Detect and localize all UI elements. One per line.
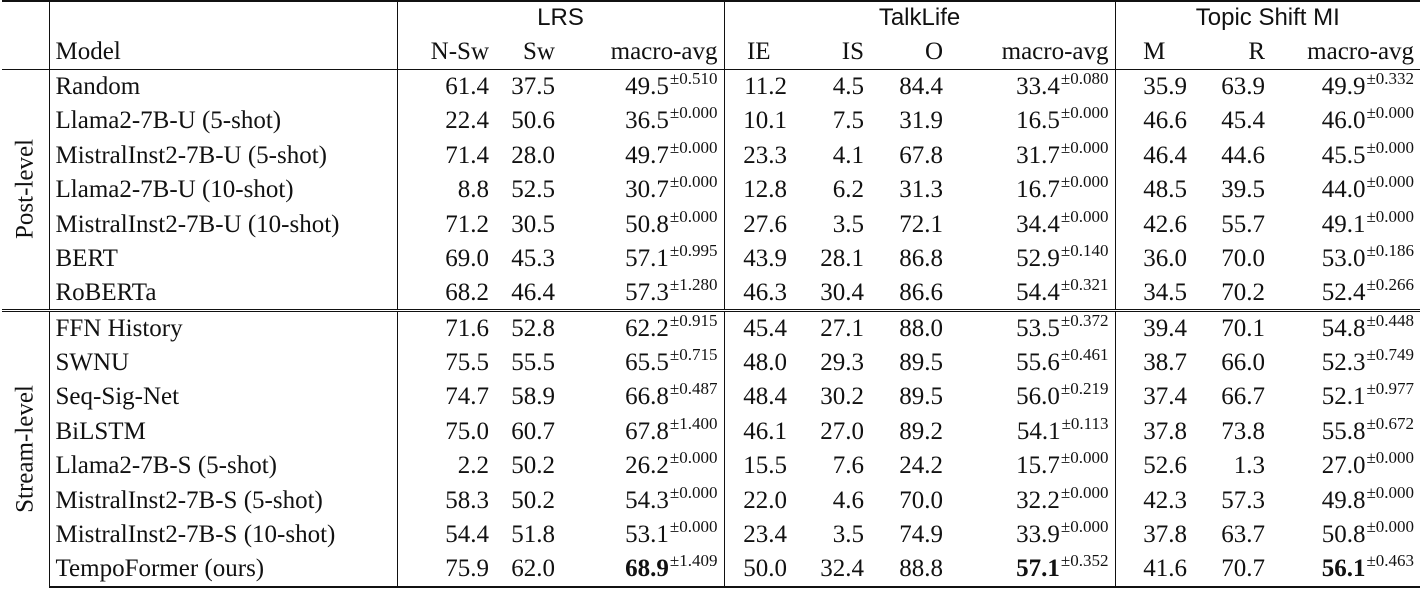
data-cell: 30.2	[820, 383, 865, 411]
macro-avg-value: 46.0	[1321, 107, 1366, 135]
data-cell: 41.6	[1115, 552, 1193, 587]
data-cell: 37.4	[1143, 383, 1188, 411]
macro-avg-value: 53.1	[625, 521, 669, 549]
data-cell: 70.0	[1221, 245, 1266, 273]
macro-avg-value: 33.4	[1016, 73, 1060, 100]
data-cell: 84.4	[899, 73, 944, 100]
macro-avg-value: 54.8	[1321, 315, 1366, 342]
std-superscript: ±0.510	[669, 69, 718, 88]
macro-avg-value: 62.2	[625, 315, 669, 342]
data-cell: 89.5	[899, 383, 944, 411]
header-row-columns	[2, 34, 1420, 69]
std-superscript: ±0.000	[1060, 206, 1109, 226]
macro-avg-value: 55.6	[1016, 348, 1060, 376]
data-cell: 70.0	[899, 486, 944, 514]
data-cell: 1.3	[1233, 452, 1266, 480]
col-header-lrs-nsw: N-Sw	[397, 34, 495, 69]
data-cell: 52.6	[1143, 452, 1188, 480]
macro-avg-value: 56.1	[1321, 555, 1366, 583]
std-superscript: ±0.000	[669, 482, 718, 502]
data-cell: 55.5	[511, 348, 555, 376]
model-name: TempoFormer (ours)	[49, 552, 397, 587]
macro-avg-cell	[1271, 69, 1420, 104]
group-header-lrs: LRS	[397, 1, 724, 34]
std-superscript: ±0.000	[1060, 482, 1109, 502]
macro-avg-cell	[561, 242, 724, 277]
data-cell: 69.0	[445, 245, 489, 273]
data-cell: 28.0	[511, 141, 555, 169]
macro-avg-cell	[949, 345, 1115, 380]
std-superscript: ±0.140	[1060, 241, 1109, 261]
data-cell: 30.5	[511, 210, 555, 238]
std-superscript: ±0.352	[1060, 551, 1109, 571]
macro-avg-cell	[1271, 483, 1420, 518]
data-cell: 42.3	[1143, 486, 1188, 514]
model-name: SWNU	[49, 345, 397, 380]
macro-avg-cell	[561, 449, 724, 484]
data-cell: 7.6	[832, 452, 865, 480]
data-cell: 61.4	[445, 73, 489, 100]
macro-avg-value: 57.1	[1016, 555, 1060, 583]
std-superscript: ±0.000	[669, 137, 718, 157]
macro-avg-cell	[1271, 207, 1420, 242]
data-cell: 46.6	[1143, 107, 1188, 135]
data-cell: 42.6	[1143, 210, 1188, 238]
macro-avg-value: 45.5	[1321, 141, 1366, 169]
data-cell: 58.3	[445, 486, 489, 514]
data-cell: 50.2	[511, 452, 555, 480]
table-row	[2, 138, 1420, 173]
std-superscript: ±0.000	[669, 103, 718, 123]
results-table	[2, 0, 1420, 588]
table-row	[2, 380, 1420, 415]
data-cell: 70.1	[1193, 311, 1271, 346]
data-cell: 63.7	[1221, 521, 1266, 549]
macro-avg-value: 65.5	[625, 348, 669, 376]
model-name: MistralInst2-7B-U (5-shot)	[49, 138, 397, 173]
macro-avg-cell	[949, 380, 1115, 415]
std-superscript: ±0.266	[1366, 275, 1415, 294]
data-cell: 62.0	[495, 552, 561, 587]
macro-avg-cell	[561, 207, 724, 242]
std-superscript: ±0.448	[1366, 311, 1415, 330]
std-superscript: ±0.715	[669, 344, 718, 364]
macro-avg-cell	[949, 518, 1115, 553]
stream-level-text: Stream-level	[11, 385, 39, 514]
data-cell: 66.0	[1221, 348, 1266, 376]
std-superscript: ±0.000	[1060, 448, 1109, 468]
macro-avg-value: 16.5	[1016, 107, 1060, 135]
data-cell: 23.3	[743, 141, 788, 169]
std-superscript: ±0.186	[1366, 241, 1415, 261]
macro-avg-cell	[561, 518, 724, 553]
std-superscript: ±0.000	[1366, 482, 1415, 502]
data-cell: 57.3	[1221, 486, 1266, 514]
data-cell: 50.6	[511, 107, 555, 135]
model-column-header: Model	[49, 34, 397, 69]
macro-avg-value: 54.3	[625, 486, 669, 514]
macro-avg-value: 16.7	[1016, 176, 1060, 204]
model-name: MistralInst2-7B-U (10-shot)	[49, 207, 397, 242]
std-superscript: ±0.000	[1366, 172, 1415, 192]
col-header-lrs-macro: macro-avg	[561, 34, 724, 69]
macro-avg-value: 68.9	[625, 555, 669, 583]
model-name: Llama2-7B-S (5-shot)	[49, 449, 397, 484]
data-cell: 39.5	[1221, 176, 1266, 204]
data-cell: 58.9	[511, 383, 555, 411]
macro-avg-cell	[949, 138, 1115, 173]
data-cell: 45.3	[511, 245, 555, 273]
std-superscript: ±0.672	[1366, 413, 1415, 433]
table-row	[2, 414, 1420, 449]
data-cell: 66.7	[1221, 383, 1266, 411]
macro-avg-value: 50.8	[625, 210, 669, 238]
data-cell: 71.6	[397, 311, 495, 346]
data-cell: 75.9	[397, 552, 495, 587]
data-cell: 29.3	[820, 348, 865, 376]
macro-avg-cell	[949, 552, 1115, 587]
data-cell: 39.4	[1115, 311, 1193, 346]
model-name: Seq-Sig-Net	[49, 380, 397, 415]
macro-avg-cell	[1271, 311, 1420, 346]
data-cell: 10.1	[743, 107, 788, 135]
macro-avg-value: 15.7	[1016, 452, 1060, 480]
data-cell: 37.5	[511, 73, 555, 100]
data-cell: 35.9	[1143, 73, 1188, 100]
macro-avg-cell	[949, 173, 1115, 208]
model-name: MistralInst2-7B-S (5-shot)	[49, 483, 397, 518]
stream-level-label	[2, 311, 49, 587]
data-cell: 12.8	[743, 176, 788, 204]
data-cell: 45.4	[1221, 107, 1266, 135]
data-cell: 34.5	[1143, 279, 1188, 306]
model-name: FFN History	[49, 311, 397, 346]
macro-avg-value: 57.1	[625, 245, 669, 273]
macro-avg-cell	[949, 207, 1115, 242]
std-superscript: ±0.000	[1366, 206, 1415, 226]
table-row	[2, 104, 1420, 139]
data-cell: 27.6	[743, 210, 788, 238]
macro-avg-value: 49.1	[1321, 210, 1366, 238]
macro-avg-value: 55.8	[1321, 417, 1366, 445]
data-cell: 22.4	[445, 107, 489, 135]
data-cell: 52.5	[511, 176, 555, 204]
data-cell: 89.2	[899, 417, 944, 445]
data-cell: 46.4	[1143, 141, 1188, 169]
std-superscript: ±0.372	[1060, 311, 1109, 330]
macro-avg-value: 27.0	[1321, 452, 1366, 480]
macro-avg-value: 36.5	[625, 107, 669, 135]
data-cell: 4.1	[832, 141, 865, 169]
table-row	[2, 69, 1420, 104]
data-cell: 4.6	[832, 486, 865, 514]
data-cell: 86.8	[899, 245, 944, 273]
data-cell: 73.8	[1221, 417, 1266, 445]
macro-avg-cell	[561, 380, 724, 415]
col-header-tl-o: O	[870, 34, 949, 69]
macro-avg-cell	[949, 242, 1115, 277]
macro-avg-cell	[561, 552, 724, 587]
std-superscript: ±0.321	[1060, 275, 1109, 294]
macro-avg-cell	[949, 311, 1115, 346]
std-superscript: ±0.080	[1060, 69, 1109, 88]
std-superscript: ±0.487	[669, 379, 718, 399]
table-row	[2, 449, 1420, 484]
data-cell: 46.1	[743, 417, 788, 445]
std-superscript: ±0.000	[1060, 172, 1109, 192]
data-cell: 45.4	[724, 311, 793, 346]
data-cell: 52.8	[495, 311, 561, 346]
macro-avg-cell	[561, 173, 724, 208]
data-cell: 60.7	[511, 417, 555, 445]
data-cell: 46.4	[511, 279, 555, 306]
table-row	[2, 207, 1420, 242]
macro-avg-value: 54.4	[1016, 279, 1060, 306]
std-superscript: ±0.000	[1060, 517, 1109, 537]
data-cell: 37.8	[1143, 417, 1188, 445]
group-header-talklife: TalkLife	[724, 1, 1115, 34]
table-row	[2, 276, 1420, 311]
macro-avg-value: 52.9	[1016, 245, 1060, 273]
std-superscript: ±0.219	[1060, 379, 1109, 399]
data-cell: 31.3	[899, 176, 944, 204]
macro-avg-cell	[949, 276, 1115, 311]
std-superscript: ±0.995	[669, 241, 718, 261]
std-superscript: ±0.000	[669, 517, 718, 537]
macro-avg-value: 67.8	[625, 417, 669, 445]
col-header-lrs-sw: Sw	[495, 34, 561, 69]
std-superscript: ±0.915	[669, 311, 718, 330]
data-cell: 88.8	[870, 552, 949, 587]
std-superscript: ±0.000	[1366, 137, 1415, 157]
table-row	[2, 173, 1420, 208]
data-cell: 28.1	[820, 245, 865, 273]
table-row	[2, 345, 1420, 380]
macro-avg-cell	[1271, 242, 1420, 277]
macro-avg-cell	[561, 138, 724, 173]
data-cell: 48.5	[1143, 176, 1188, 204]
data-cell: 74.7	[445, 383, 489, 411]
macro-avg-cell	[949, 449, 1115, 484]
std-superscript: ±0.749	[1366, 344, 1415, 364]
data-cell: 22.0	[743, 486, 788, 514]
model-name: BERT	[49, 242, 397, 277]
col-header-ts-m: M	[1115, 34, 1193, 69]
macro-avg-cell	[561, 104, 724, 139]
data-cell: 3.5	[832, 210, 865, 238]
macro-avg-value: 56.0	[1016, 383, 1060, 411]
data-cell: 27.0	[820, 417, 865, 445]
std-superscript: ±0.000	[1060, 103, 1109, 123]
data-cell: 3.5	[832, 521, 865, 549]
std-superscript: ±0.000	[1366, 103, 1415, 123]
data-cell: 31.9	[899, 107, 944, 135]
macro-avg-cell	[561, 311, 724, 346]
group-header-topic-shift: Topic Shift MI	[1115, 1, 1420, 34]
macro-avg-value: 31.7	[1016, 141, 1060, 169]
data-cell: 70.2	[1221, 279, 1266, 306]
data-cell: 70.7	[1193, 552, 1271, 587]
col-header-ts-macro: macro-avg	[1271, 34, 1420, 69]
macro-avg-value: 44.0	[1321, 176, 1366, 204]
std-superscript: ±0.000	[1060, 137, 1109, 157]
data-cell: 54.4	[445, 521, 489, 549]
std-superscript: ±1.400	[669, 413, 718, 433]
data-cell: 51.8	[511, 521, 555, 549]
macro-avg-value: 34.4	[1016, 210, 1060, 238]
data-cell: 43.9	[743, 245, 788, 273]
std-superscript: ±0.000	[669, 448, 718, 468]
col-header-tl-ie: IE	[724, 34, 793, 69]
data-cell: 7.5	[832, 107, 865, 135]
std-superscript: ±1.409	[669, 551, 718, 571]
model-name: Llama2-7B-U (5-shot)	[49, 104, 397, 139]
macro-avg-cell	[949, 414, 1115, 449]
std-superscript: ±0.461	[1060, 344, 1109, 364]
macro-avg-value: 26.2	[625, 452, 669, 480]
data-cell: 72.1	[899, 210, 944, 238]
data-cell: 89.5	[899, 348, 944, 376]
data-cell: 8.8	[457, 176, 489, 204]
macro-avg-value: 52.1	[1321, 383, 1366, 411]
col-header-tl-is: IS	[793, 34, 870, 69]
std-superscript: ±0.000	[669, 172, 718, 192]
macro-avg-cell	[561, 69, 724, 104]
macro-avg-cell	[1271, 552, 1420, 587]
data-cell: 48.4	[743, 383, 788, 411]
data-cell: 67.8	[899, 141, 944, 169]
std-superscript: ±1.280	[669, 275, 718, 294]
data-cell: 24.2	[899, 452, 944, 480]
post-level-text: Post-level	[11, 139, 39, 240]
data-cell: 27.1	[793, 311, 870, 346]
model-name: RoBERTa	[49, 276, 397, 311]
data-cell: 11.2	[744, 73, 788, 100]
data-cell: 71.2	[445, 210, 489, 238]
macro-avg-cell	[561, 276, 724, 311]
macro-avg-value: 50.8	[1321, 521, 1366, 549]
macro-avg-cell	[949, 69, 1115, 104]
macro-avg-cell	[1271, 345, 1420, 380]
data-cell: 32.4	[793, 552, 870, 587]
data-cell: 71.4	[445, 141, 489, 169]
macro-avg-value: 53.0	[1321, 245, 1366, 273]
macro-avg-cell	[561, 345, 724, 380]
macro-avg-value: 57.3	[625, 279, 669, 306]
macro-avg-value: 54.1	[1016, 417, 1061, 445]
data-cell: 38.7	[1143, 348, 1188, 376]
macro-avg-value: 66.8	[625, 383, 669, 411]
data-cell: 86.6	[899, 279, 944, 306]
data-cell: 68.2	[445, 279, 489, 306]
macro-avg-value: 49.7	[625, 141, 669, 169]
data-cell: 6.2	[832, 176, 865, 204]
data-cell: 48.0	[743, 348, 788, 376]
macro-avg-cell	[1271, 414, 1420, 449]
std-superscript: ±0.332	[1366, 69, 1415, 88]
macro-avg-cell	[1271, 173, 1420, 208]
macro-avg-cell	[561, 483, 724, 518]
macro-avg-value: 32.2	[1016, 486, 1060, 514]
table-row	[2, 518, 1420, 553]
macro-avg-value: 52.4	[1321, 279, 1366, 306]
macro-avg-cell	[561, 414, 724, 449]
table-row	[2, 552, 1420, 587]
table-row	[2, 483, 1420, 518]
data-cell: 15.5	[743, 452, 788, 480]
macro-avg-value: 33.9	[1016, 521, 1060, 549]
macro-avg-cell	[1271, 104, 1420, 139]
model-name: BiLSTM	[49, 414, 397, 449]
macro-avg-cell	[949, 104, 1115, 139]
std-superscript: ±0.463	[1366, 551, 1415, 571]
data-cell: 36.0	[1143, 245, 1188, 273]
macro-avg-value: 53.5	[1016, 315, 1060, 342]
macro-avg-cell	[949, 483, 1115, 518]
macro-avg-cell	[1271, 449, 1420, 484]
std-superscript: ±0.113	[1061, 413, 1109, 433]
data-cell: 37.8	[1143, 521, 1188, 549]
data-cell: 50.2	[511, 486, 555, 514]
data-cell: 23.4	[743, 521, 788, 549]
macro-avg-cell	[1271, 138, 1420, 173]
data-cell: 75.5	[445, 348, 489, 376]
data-cell: 88.0	[870, 311, 949, 346]
data-cell: 30.4	[820, 279, 865, 306]
data-cell: 63.9	[1221, 73, 1266, 100]
macro-avg-value: 49.9	[1321, 73, 1366, 100]
data-cell: 75.0	[445, 417, 489, 445]
macro-avg-value: 52.3	[1321, 348, 1366, 376]
model-name: Random	[49, 69, 397, 104]
header-row-groups	[2, 1, 1420, 34]
model-name: Llama2-7B-U (10-shot)	[49, 173, 397, 208]
table-row	[2, 311, 1420, 346]
data-cell: 46.3	[743, 279, 788, 306]
col-header-tl-macro: macro-avg	[949, 34, 1115, 69]
data-cell: 2.2	[457, 452, 489, 480]
data-cell: 55.7	[1221, 210, 1266, 238]
data-cell: 44.6	[1221, 141, 1266, 169]
macro-avg-cell	[1271, 380, 1420, 415]
macro-avg-cell	[1271, 518, 1420, 553]
table-row	[2, 242, 1420, 277]
std-superscript: ±0.000	[669, 206, 718, 226]
std-superscript: ±0.977	[1366, 379, 1415, 399]
std-superscript: ±0.000	[1366, 448, 1415, 468]
model-name: MistralInst2-7B-S (10-shot)	[49, 518, 397, 553]
data-cell: 50.0	[724, 552, 793, 587]
std-superscript: ±0.000	[1366, 517, 1415, 537]
macro-avg-value: 49.5	[625, 73, 669, 100]
macro-avg-cell	[1271, 276, 1420, 311]
macro-avg-value: 49.8	[1321, 486, 1366, 514]
col-header-ts-r: R	[1193, 34, 1271, 69]
data-cell: 4.5	[832, 73, 865, 100]
macro-avg-value: 30.7	[625, 176, 669, 204]
data-cell: 74.9	[899, 521, 944, 549]
post-level-label	[2, 69, 49, 311]
